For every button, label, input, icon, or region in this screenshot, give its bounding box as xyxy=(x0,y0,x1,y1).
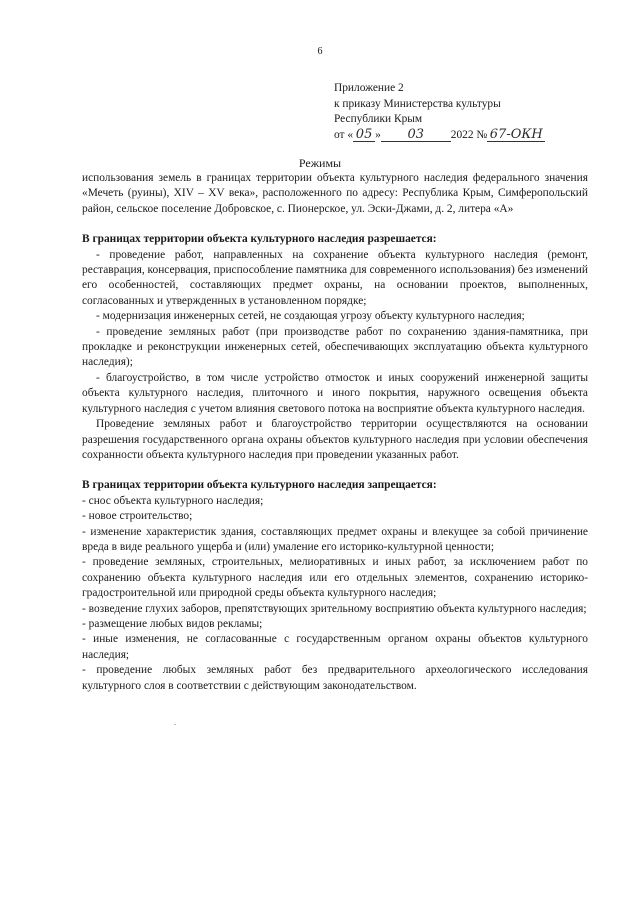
prohibited-item: - проведение любых земляных работ без предварительного археологического исследования культурного слоя в соответствии с действующим законодательством. xyxy=(82,664,588,692)
allowed-item: - модернизация инженерных сетей, не создающая угрозу объекту культурного наследия; xyxy=(96,310,525,323)
date-month: 03 xyxy=(381,128,451,142)
prohibited-item: - иные изменения, не согласованные с государственным органом охраны объектов культурного наследия; xyxy=(82,633,588,661)
appendix-date-line xyxy=(334,128,545,144)
intro-paragraph: использования земель в границах территории объекта культурного наследия федерального значения «Мечеть (руины), XIV – XV века», расположенного по адресу: Республика Крым, Симферопольский район, сельское поселение Добровское, с. Пионерское, ул. Эски-Джами, д. 2, литера «А» xyxy=(82,172,588,215)
appendix-order: к приказу Министерства культуры xyxy=(334,97,501,110)
prohibited-item: - изменение характеристик здания, составляющих предмет охраны и влекущее за собой причинение вреда в виде реального ущерба и (или) умаление его историко-культурной ценности; xyxy=(82,525,588,553)
appendix-region: Республики Крым xyxy=(334,113,423,125)
prohibited-item: - возведение глухих заборов, препятствующих зрительному восприятию объекта культурного наследия; xyxy=(82,602,587,615)
allowed-note: Проведение земляных работ и благоустройство территории осуществляются на основании разрешения государственного органа охраны объектов культурного наследия при условии обеспечения сохранности объекта культурного наследия при проведении указанных работ. xyxy=(82,418,588,461)
order-number: 67-ОКН xyxy=(487,128,545,142)
allowed-item: - проведение работ, направленных на сохранение объекта культурного наследия (ремонт, реставрация, консервация, приспособление памятника для современного использования) без изменений его особенностей, составляющих предмет охраны, на основании проектов, выполненных, согласованных и утвержденных в установленном порядке; xyxy=(82,248,588,307)
allowed-heading: В границах территории объекта культурного наследия разрешается: xyxy=(82,233,437,246)
date-separator: » xyxy=(375,128,381,141)
prohibited-item: - размещение любых видов рекламы; xyxy=(82,617,263,630)
date-prefix: от « xyxy=(334,128,354,141)
appendix-title: Приложение 2 xyxy=(334,82,404,94)
appendix-block xyxy=(334,81,545,143)
prohibited-item: - снос объекта культурного наследия; xyxy=(82,494,264,507)
prohibited-item: - проведение земляных, строительных, мелиоративных и иных работ, за исключением работ по сохранению объекта культурного наследия или его отдельных элементов, сохранению историко-градостроительной или природной среды объекта культурного наследия; xyxy=(82,556,588,600)
page-number: 6 xyxy=(317,46,323,57)
date-year: 2022 № xyxy=(450,128,488,141)
allowed-item: - благоустройство, в том числе устройство отмосток и иных сооружений инженерной защиты объекта культурного наследия, плиточного и иного покрытия, наружного освещения объекта культурного наследия с учетом влияния светового потока на восприятие объекта культурного наследия. xyxy=(82,371,588,415)
date-day: 05 xyxy=(353,128,375,142)
prohibited-item: - новое строительство; xyxy=(82,510,193,523)
prohibited-heading: В границах территории объекта культурного наследия запрещается: xyxy=(82,479,437,492)
document-title: Режимы xyxy=(298,156,342,170)
document-body xyxy=(82,171,588,694)
scan-mark xyxy=(174,724,176,725)
allowed-item: - проведение земляных работ (при производстве работ по сохранению здания-памятника, при прокладке и реконструкции инженерных сетей, обеспечивающих эксплуатацию объекта культурного наследия); xyxy=(82,325,588,369)
